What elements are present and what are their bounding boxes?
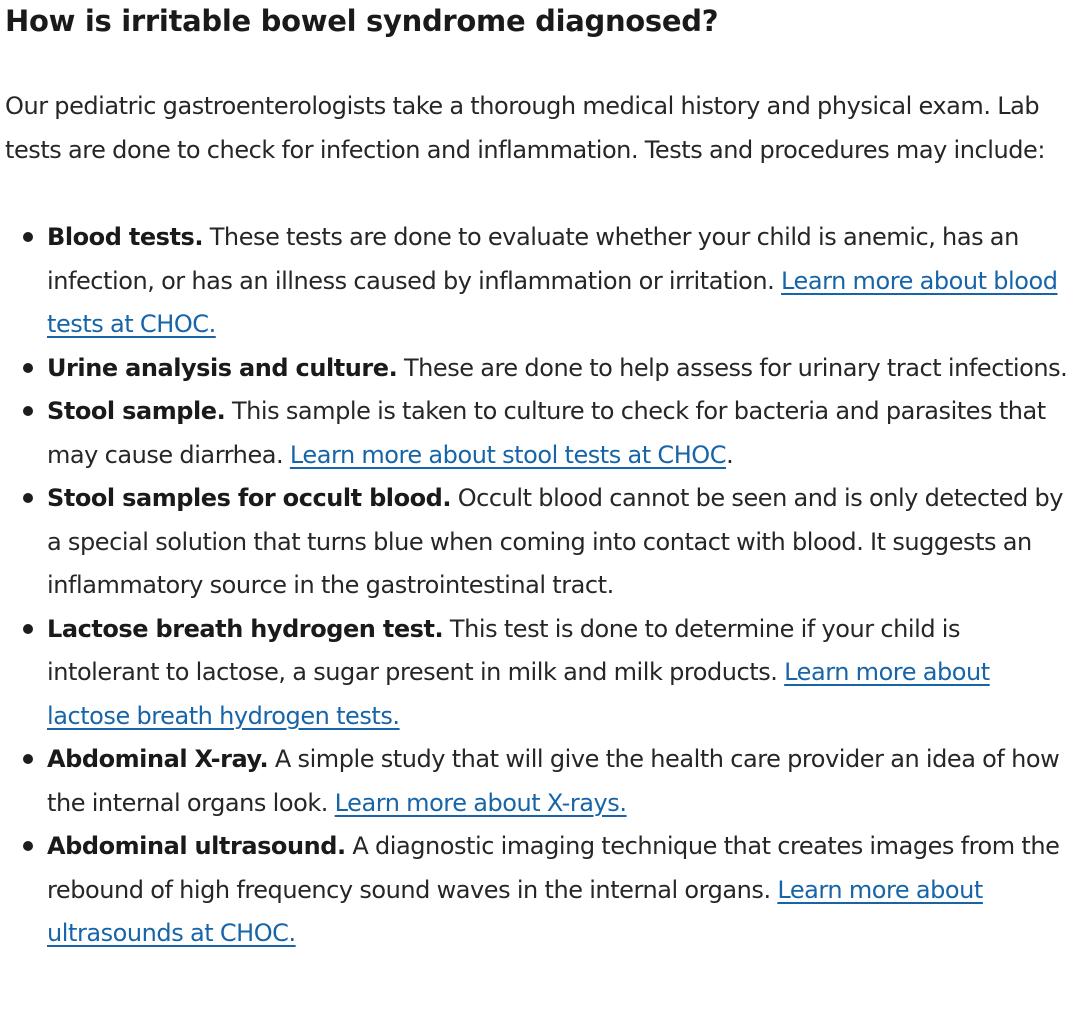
list-item-blood-tests [47,216,1076,347]
xrays-link[interactable]: Learn more about X-rays. [334,788,627,817]
diagnostic-tests-list [5,216,1076,956]
list-item-stool-sample [47,390,1076,477]
item-title: Abdominal ultrasound. [47,832,346,860]
list-item-abdominal-xray [47,738,1076,825]
item-trailing-text: . [726,440,734,469]
stool-tests-link[interactable]: Learn more about stool tests at CHOC [289,440,727,469]
bullet-icon [23,363,33,373]
item-text: These are done to help assess for urinary tract infections. [397,353,1068,382]
intro-paragraph: Our pediatric gastroenterologists take a thorough medical history and physical exam. Lab tests are done to check for infection and inflammation. Tests and procedures may include: [5,92,1045,164]
list-item-urine-analysis [47,347,1076,391]
bullet-icon [23,232,33,242]
item-text: These tests are done to evaluate whether your child is anemic, has an infection, or has an illness caused by inflammation or irritation. [47,223,1019,295]
list-item-abdominal-ultrasound [47,825,1076,956]
bullet-icon [23,841,33,851]
item-title: Blood tests. [47,223,204,251]
item-title: Stool samples for occult blood. [47,484,452,512]
list-item-occult-blood [47,477,1076,608]
item-title: Lactose breath hydrogen test. [47,614,444,643]
item-title: Urine analysis and culture. [47,353,398,382]
list-item-lactose-breath-test [47,608,1076,739]
item-text: A simple study that will give the health care provider an idea of how the internal organs look. [47,745,1060,817]
blood-tests-link[interactable]: Learn more about blood tests at CHOC. [47,266,1058,338]
bullet-icon [23,406,33,416]
item-text: A diagnostic imaging technique that creates images from the rebound of high frequency sound waves in the internal organs. [47,832,1060,904]
item-title: Abdominal X-ray. [47,745,269,773]
bullet-icon [23,493,33,503]
item-text: Occult blood cannot be seen and is only detected by a special solution that turns blue when coming into contact with blood. It suggests an inflammatory source in the gastrointestinal tract. [47,484,1063,599]
item-text: This test is done to determine if your child is intolerant to lactose, a sugar present in milk and milk products. [47,614,961,686]
item-title: Stool sample. [47,397,226,425]
lactose-tests-link[interactable]: Learn more about lactose breath hydrogen tests. [47,658,990,730]
bullet-icon [23,754,33,764]
section-heading: How is irritable bowel syndrome diagnosed? [5,4,719,38]
ultrasounds-link[interactable]: Learn more about ultrasounds at CHOC. [47,875,983,947]
item-text: This sample is taken to culture to check for bacteria and parasites that may cause diarrhea. [47,397,1046,469]
bullet-icon [23,624,33,634]
